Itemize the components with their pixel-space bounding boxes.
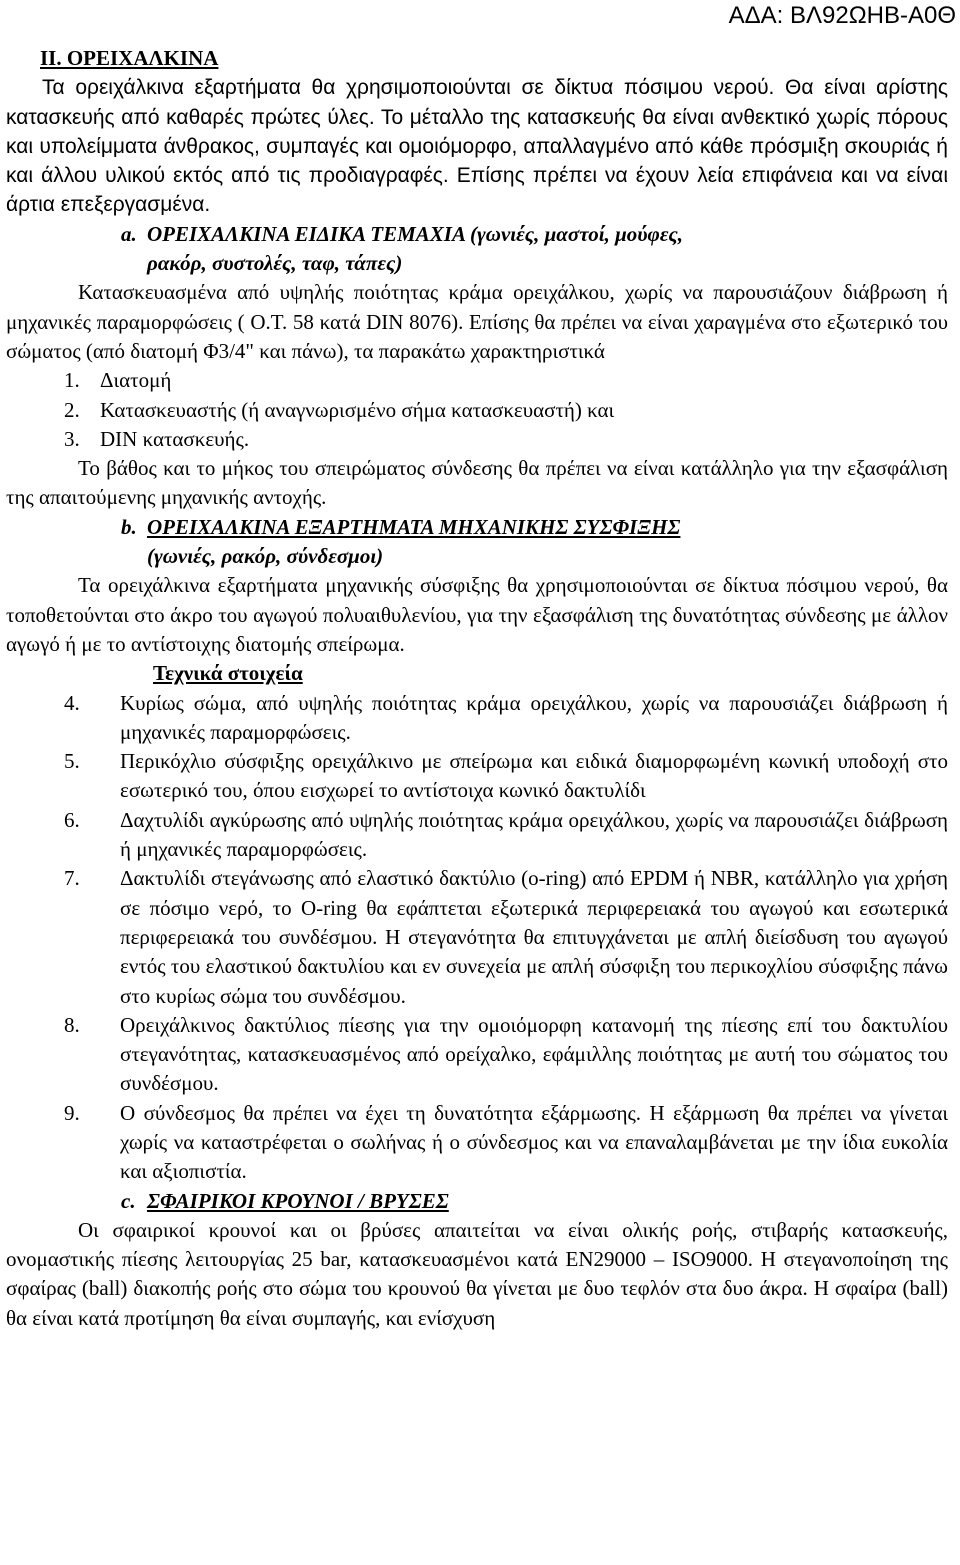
list-item-text: Δακτυλίδι στεγάνωσης από ελαστικό δακτύλιο (o-ring) από EPDM ή NBR, κατάλληλο για χρήση σε πόσιμο νερό, το O-ring θα εφάπτεται εξωτερικά περιφερειακά του αγωγού και εσωτερικά περιφερειακά του συνδέσμου. Η στεγανότητα θα επιτυγχάνεται με απλή διείσδυση του αγωγού εντός του ελαστικού δακτυλίου και εν συνεχεία με απλή σύσφιξη του περικοχλίου σύσφιξης πάνω στο κυρίως σώμα του συνδέσμου. (120, 866, 948, 1008)
tech-specs-heading: Τεχνικά στοιχεία (153, 661, 303, 686)
subsection-c-title (6, 1187, 948, 1216)
list-item-number: 9. (64, 1100, 80, 1125)
list-item-number: 8. (64, 1012, 80, 1037)
list-item-text: Δαχτυλίδι αγκύρωσης από υψηλής ποιότητας κράμα ορειχάλκου, χωρίς να παρουσιάζει διάβρωση ή μηχανικές παραμορφώσεις. (120, 807, 948, 862)
subsection-a-label: a. (121, 221, 137, 246)
subsection-a-body: Κατασκευασμένα από υψηλής ποιότητας κράμα ορειχάλκου, χωρίς να παρουσιάζουν διάβρωση ή μηχανικές παραμορφώσεις ( Ο.Τ. 58 κατά DIN 8076). Επίσης θα πρέπει να είναι χαραγμένα στο εξωτερικό του σώματος (από διατομή Φ3/4" και πάνω), τα παρακάτω χαρακτηριστικά (6, 280, 948, 363)
subsection-a-closing: Το βάθος και το μήκος του σπειρώματος σύνδεσης θα πρέπει να είναι κατάλληλο για την εξασφάλιση της απαιτούμενης μηχανικής αντοχής. (6, 456, 948, 510)
list-item-text: Κατασκευαστής (ή αναγνωρισμένο σήμα κατασκευαστή) και (100, 397, 615, 422)
section-intro-paragraph: Τα ορειχάλκινα εξαρτήματα θα χρησιμοποιούνται σε δίκτυα πόσιμου νερού. Θα είναι αρίστης κατασκευής από καθαρές πρώτες ύλες. Το μέταλλο της κατασκευής θα είναι ανθεκτικό χωρίς πόρους και υπολείμματα άνθρακος, συμπαγές και ομοιόμορφο, απαλλαγμένο από κάθε πρόσμιξη σκουριάς ή και άλλου υλικού εκτός από τις προδιαγραφές. Επίσης πρέπει να έχουν λεία επιφάνεια και να είναι άρτια επεξεργασμένα. (6, 76, 948, 217)
subsection-a-list (6, 366, 948, 454)
list-item-number: 4. (64, 690, 80, 715)
list-item-number: 2. (64, 397, 80, 422)
ada-identifier: ΑΔΑ: ΒΛ92ΩΗΒ-Α0Θ (728, 2, 956, 29)
list-item (6, 689, 948, 748)
list-item-number: 7. (64, 866, 80, 891)
list-item-text: Διατομή (100, 368, 172, 393)
list-item (6, 366, 948, 395)
list-item (6, 1099, 948, 1187)
subsection-a-title-line2: ρακόρ, συστολές, ταφ, τάπες) (147, 251, 403, 276)
list-item-number: 1. (64, 368, 80, 393)
list-item (6, 806, 948, 865)
list-item (6, 1011, 948, 1099)
section-title: ΙΙ. ΟΡΕΙΧΑΛΚΙΝΑ (40, 46, 219, 70)
list-item-text: DIN κατασκευής. (100, 426, 250, 451)
list-item-number: 5. (64, 749, 80, 774)
list-item (6, 747, 948, 806)
subsection-b-list (6, 689, 948, 1187)
list-item-number: 6. (64, 807, 80, 832)
list-item-text: Ορειχάλκινος δακτύλιος πίεσης για την ομοιόμορφη κατανομή της πίεσης επί του δακτυλίου στεγανότητας, κατασκευασμένος από ορείχαλκο, εφάμιλλης ποιότητας με αυτή του σώματος του συνδέσμου. (120, 1012, 948, 1096)
list-item-number: 3. (64, 426, 80, 451)
subsection-b-label: b. (121, 514, 137, 539)
subsection-b-title-line2: (γωνιές, ρακόρ, σύνδεσμοι) (147, 544, 384, 569)
subsection-c-title-text: ΣΦΑΙΡΙΚΟΙ ΚΡΟΥΝΟΙ / ΒΡΥΣΕΣ (147, 1188, 449, 1213)
subsection-b-title-line1: ΟΡΕΙΧΑΛΚΙΝΑ ΕΞΑΡΤΗΜΑΤΑ ΜΗΧΑΝΙΚΗΣ ΣΥΣΦΙΞΗΣ (147, 514, 681, 539)
subsection-a-title-line1: ΟΡΕΙΧΑΛΚΙΝΑ ΕΙΔΙΚΑ ΤΕΜΑΧΙΑ (γωνιές, μαστοί, μούφες, (147, 221, 684, 246)
list-item-text: Κυρίως σώμα, από υψηλής ποιότητας κράμα ορειχάλκου, χωρίς να παρουσιάζει διάβρωση ή μηχανικές παραμορφώσεις. (120, 690, 948, 744)
subsection-c-label: c. (121, 1188, 136, 1213)
subsection-a-title (6, 220, 948, 249)
subsection-b-body: Τα ορειχάλκινα εξαρτήματα μηχανικής σύσφιξης θα χρησιμοποιούνται σε δίκτυα πόσιμου νερού, θα τοποθετούνται στο άκρο του αγωγού πολυαιθυλενίου, για την εξασφάλιση της δυνατότητας σύνδεσης με άλλον αγωγό ή με το αντίστοιχης διατομής σπείρωμα. (6, 573, 948, 656)
subsection-c-body: Οι σφαιρικοί κρουνοί και οι βρύσες απαιτείται να είναι ολικής ροής, στιβαρής κατασκευής, ονομαστικής πίεσης λειτουργίας 25 bar, κατασκευασμένοι κατά EN29000 – ISO9000. Η στεγανοποίηση της σφαίρας (ball) διακοπής ροής στο σώμα του κρουνού θα γίνεται με δυο τεφλόν στα δυο άκρα. Η σφαίρα (ball) θα είναι κατά προτίμηση θα είναι συμπαγής, και ενίσχυση (6, 1217, 948, 1330)
list-item (6, 864, 948, 1010)
list-item-text: Περικόχλιο σύσφιξης ορειχάλκινο με σπείρωμα και ειδικά διαμορφωμένη κωνική υποδοχή στο εσωτερικό του, όπου εισχωρεί το αντίστοιχα κωνικό δακτυλίδι (120, 749, 948, 803)
list-item-text: Ο σύνδεσμος θα πρέπει να έχει τη δυνατότητα εξάρμωσης. Η εξάρμωση θα πρέπει να γίνεται χωρίς να καταστρέφεται ο σωλήνας ή ο σύνδεσμος και να επαναλαμβάνεται με την ίδια ευκολία και αξιοπιστία. (120, 1100, 948, 1184)
list-item (6, 396, 948, 425)
list-item (6, 425, 948, 454)
subsection-b-title (6, 513, 948, 542)
